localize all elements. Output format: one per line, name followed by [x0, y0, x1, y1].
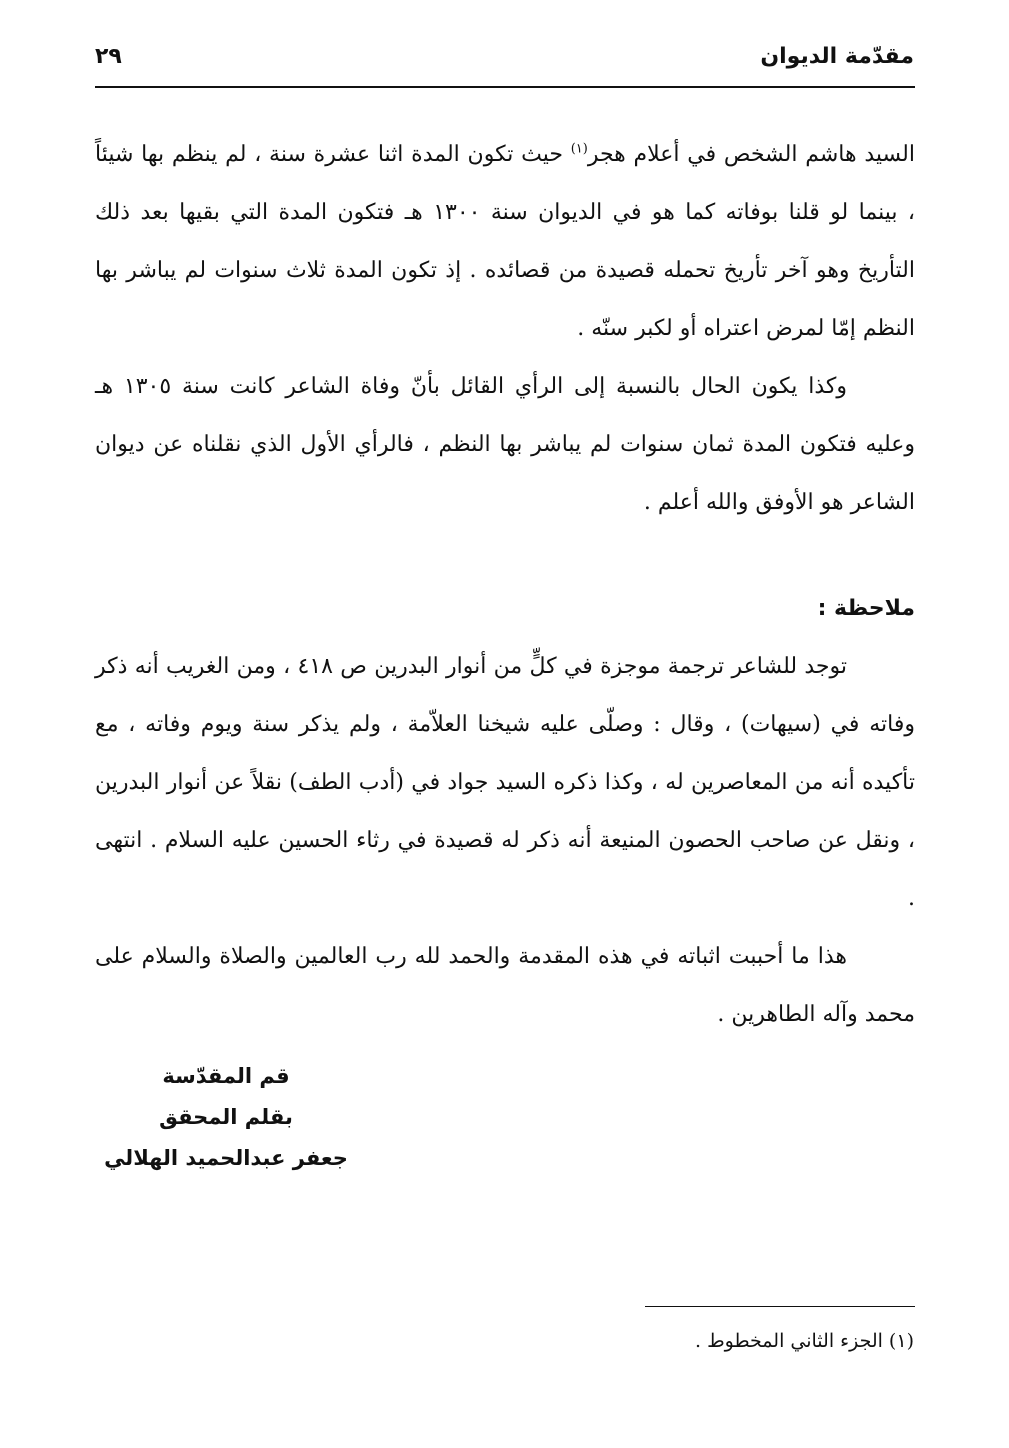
signature-block	[95, 1056, 357, 1179]
note-heading: ملاحظة :	[817, 596, 915, 621]
body-text	[95, 126, 915, 1044]
paragraph-1	[95, 126, 915, 358]
paragraph-3: توجد للشاعر ترجمة موجزة في كلٍّ من أنوار البدرين ص ٤١٨ ، ومن الغريب أنه ذكر وفاته في (سيهات) ، وقال : وصلّى عليه شيخنا العلاّمة ، ولم يذكر سنة ويوم وفاته ، مع تأكيده أنه من المعاصرين له ، وكذا ذكره السيد جواد في (أدب الطف) نقلاً عن أنوار البدرين ، ونقل عن صاحب الحصون المنيعة أنه ذكر له قصيدة في رثاء الحسين عليه السلام . انتهى .	[95, 654, 915, 911]
paragraph-4: هذا ما أحببت اثباته في هذه المقدمة والحمد لله رب العالمين والصلاة والسلام على محمد وآله الطاهرين .	[95, 944, 915, 1027]
signature-place: قم المقدّسة	[162, 1064, 290, 1088]
running-header-title: مقدّمة الديوان	[760, 44, 914, 69]
page-number: ٢٩	[95, 44, 122, 69]
paragraph-1-rest: حيث تكون المدة اثنا عشرة سنة ، لم ينظم بها شيئاً ، بينما لو قلنا بوفاته كما هو في الديوان سنة ١٣٠٠ هـ فتكون المدة التي بقيها بعد ذلك التأريخ وهو آخر تأريخ تحمله قصيدة من قصائده . إذ تكون المدة ثلاث سنوات لم يباشر بها النظم إمّا لمرض اعتراه أو لكبر سنّه .	[95, 142, 915, 341]
footnote: (١) الجزء الثاني المخطوط .	[694, 1330, 914, 1352]
footnote-divider	[645, 1306, 915, 1307]
signature-name: جعفر عبدالحميد الهلالي	[104, 1146, 348, 1170]
signature-by-pen: بقلم المحقق	[159, 1105, 293, 1129]
header-divider	[95, 86, 915, 88]
paragraph-1-start: السيد هاشم الشخص في أعلام هجر	[587, 142, 915, 167]
footnote-marker: (١)	[570, 141, 588, 157]
paragraph-2: وكذا يكون الحال بالنسبة إلى الرأي القائل بأنّ وفاة الشاعر كانت سنة ١٣٠٥ هـ وعليه فتكون المدة ثمان سنوات لم يباشر بها النظم ، فالرأي الأول الذي نقلناه عن ديوان الشاعر هو الأوفق والله أعلم .	[95, 374, 915, 515]
